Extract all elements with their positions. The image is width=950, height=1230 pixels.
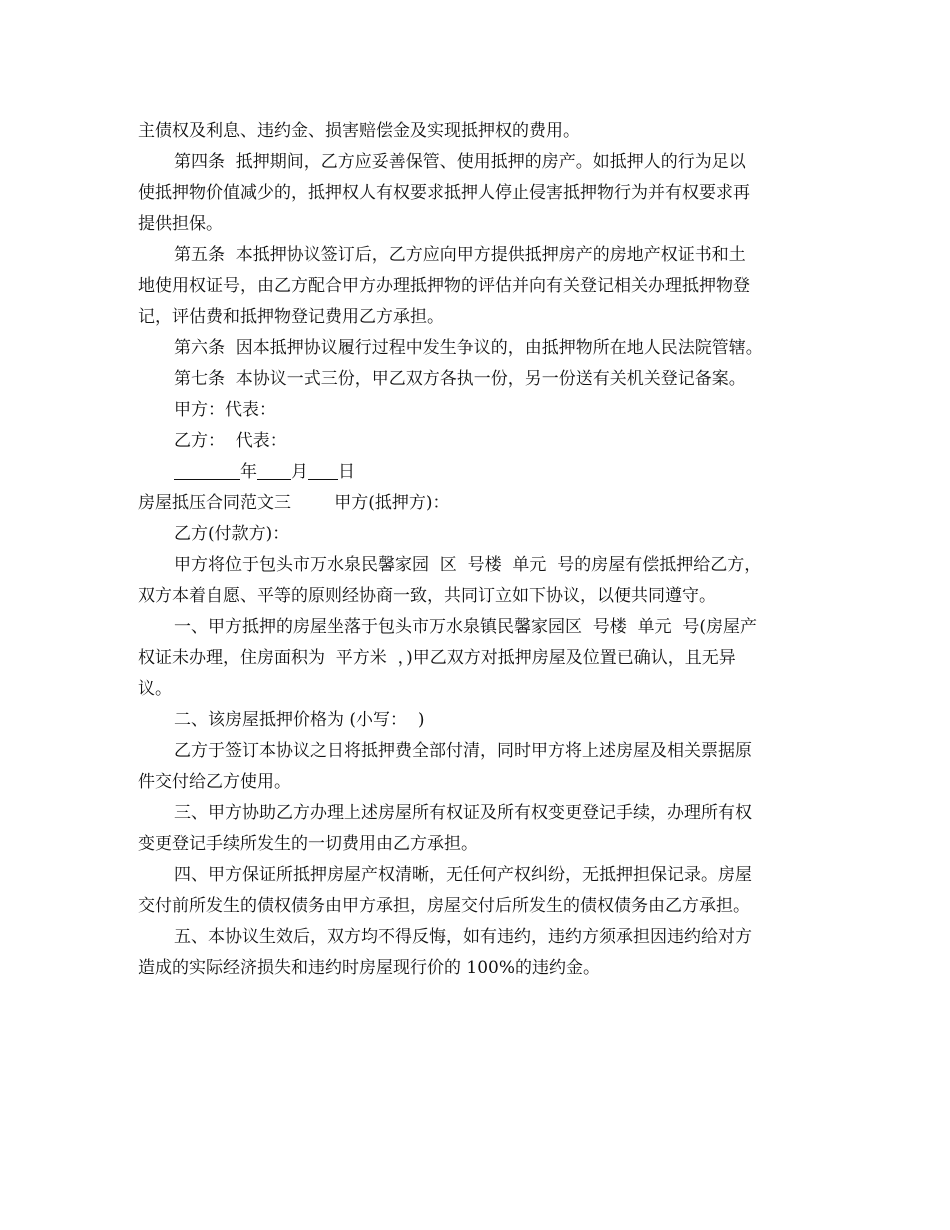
text-line: 使抵押物价值减少的，抵押权人有权要求抵押人停止侵害抵押物行为并有权要求再: [138, 183, 750, 203]
article-6-line: 第六条 因本抵押协议履行过程中发生争议的，由抵押物所在地人民法院管辖。: [174, 338, 763, 358]
clause-5-line: 五、本协议生效后，双方均不得反悔，如有违约，违约方须承担因违约给对方: [174, 927, 752, 947]
article-5-line: 第五条 本抵押协议签订后，乙方应向甲方提供抵押房产的房地产权证书和土: [174, 245, 746, 265]
article-7-line: 第七条 本协议一式三份，甲乙双方各执一份，另一份送有关机关登记备案。: [174, 369, 746, 389]
text-line: 记，评估费和抵押物登记费用乙方承担。: [138, 307, 444, 327]
year-label: 年: [240, 462, 257, 482]
clause-1-line: 一、甲方抵押的房屋坐落于包头市万水泉镇民馨家园区 号楼 单元 号(房屋产: [174, 617, 758, 637]
contract-page: [138, 116, 814, 984]
day-label: 日: [338, 462, 355, 482]
clause-3-line: 三、甲方协助乙方办理上述房屋所有权证及所有权变更登记手续，办理所有权: [174, 803, 752, 823]
clause-4-line: 四、甲方保证所抵押房屋产权清晰，无任何产权纠纷，无抵押担保记录。房屋: [174, 865, 752, 885]
text-line: 乙方于签订本协议之日将抵押费全部付清，同时甲方将上述房屋及相关票据原: [174, 741, 752, 761]
text-line: 权证未办理，住房面积为 平方米 ，)甲乙双方对抵押房屋及位置已确认，且无异: [138, 648, 736, 668]
party-b-line: 乙方(付款方)：: [174, 524, 290, 544]
month-label: 月: [291, 462, 308, 482]
clause-2-line: 二、该房屋抵押价格为 (小写： ): [174, 710, 425, 730]
party-a-signature-line: 甲方：代表：: [174, 400, 276, 420]
text-line: 议。: [138, 679, 172, 699]
date-line: [138, 457, 814, 488]
text-line: 变更登记手续所发生的一切费用由乙方承担。: [138, 834, 478, 854]
text-line: 造成的实际经济损失和违约时房屋现行价的 100%的违约金。: [138, 958, 601, 978]
text-line: 交付前所发生的债权债务由甲方承担，房屋交付后所发生的债权债务由乙方承担。: [138, 896, 750, 916]
day-blank: [308, 461, 338, 480]
year-blank: [174, 461, 240, 480]
text-line: 双方本着自愿、平等的原则经协商一致，共同订立如下协议，以便共同遵守。: [138, 586, 716, 606]
text-line: 地使用权证号，由乙方配合甲方办理抵押物的评估并向有关登记相关办理抵押物登: [138, 276, 750, 296]
text-line: 件交付给乙方使用。: [138, 772, 291, 792]
text-line: 甲方将位于包头市万水泉民馨家园 区 号楼 单元 号的房屋有偿抵押给乙方，: [174, 555, 762, 575]
party-b-signature-line: 乙方： 代表：: [174, 431, 287, 451]
text-line: 提供担保。: [138, 214, 223, 234]
article-4-line: 第四条 抵押期间，乙方应妥善保管、使用抵押的房产。如抵押人的行为足以: [174, 152, 746, 172]
month-blank: [257, 461, 291, 480]
text-line: 主债权及利息、违约金、损害赔偿金及实现抵押权的费用。: [138, 121, 580, 141]
section-title-line: 房屋抵压合同范文三 甲方(抵押方)：: [138, 493, 450, 513]
